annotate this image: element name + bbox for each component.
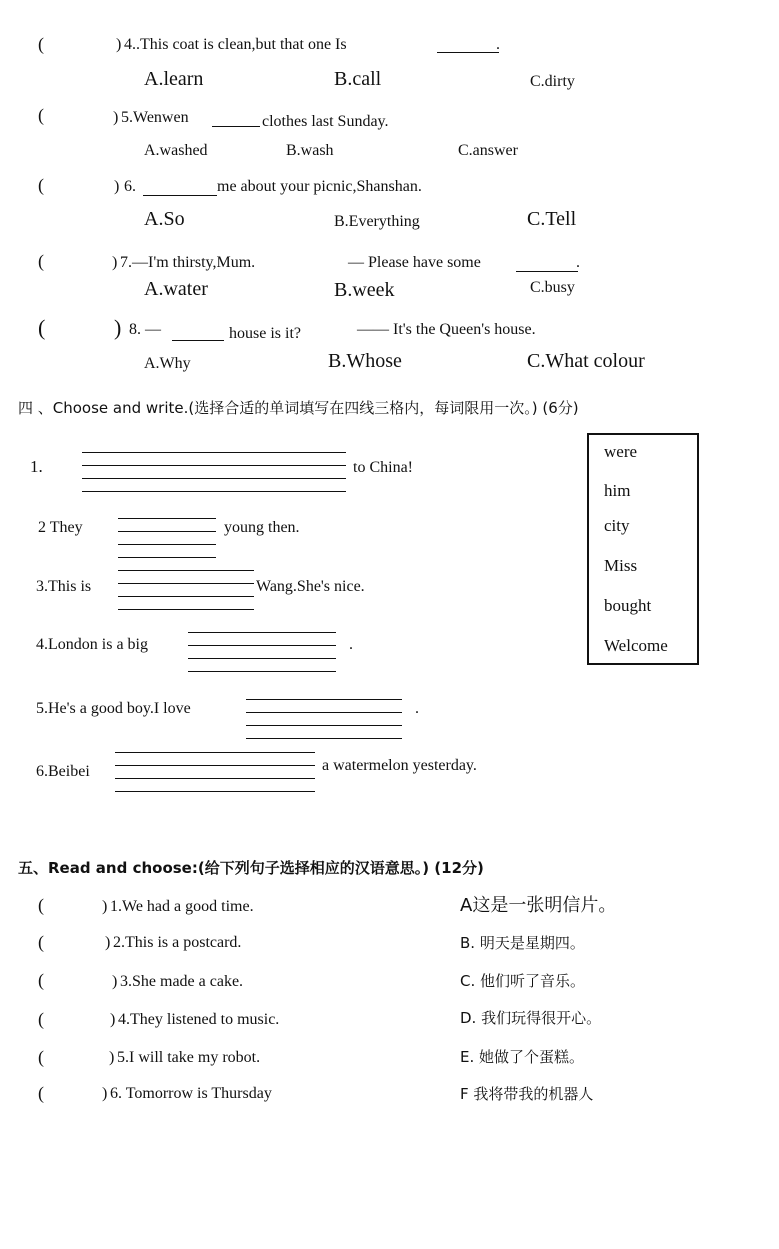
english-sentence: 6. Tomorrow is Thursday — [110, 1085, 272, 1102]
word-bank-word: him — [604, 481, 631, 500]
chinese-meaning: C. 他们听了音乐。 — [460, 972, 586, 990]
chinese-meaning: E. 她做了个蛋糕。 — [460, 1048, 585, 1066]
option-b: B.week — [334, 279, 395, 301]
word-bank-word: were — [604, 442, 638, 461]
answer-paren-open[interactable]: ( — [38, 970, 44, 990]
option-b: B.Whose — [328, 350, 402, 372]
chinese-meaning: D. 我们玩得很开心。 — [460, 1009, 602, 1027]
option-b: B.call — [334, 68, 382, 90]
chinese-meaning: A这是一张明信片。 — [460, 895, 617, 916]
option-b: B.Everything — [334, 213, 420, 230]
option-b: B.wash — [286, 142, 334, 159]
section-5-heading: 五、Read and choose:(给下列句子选择相应的汉语意思。) (12分) — [18, 859, 484, 877]
word-bank-word: Welcome — [604, 636, 668, 655]
answer-paren-close: ) — [102, 1085, 108, 1102]
question-stem: 4..This coat is clean,but that one Is — [124, 36, 347, 53]
answer-paren-close: ) — [109, 1049, 115, 1066]
option-a: A.learn — [144, 68, 204, 90]
answer-paren-open[interactable]: ( — [38, 895, 44, 915]
question-stem: me about your picnic,Shanshan. — [217, 178, 422, 195]
option-a: A.Why — [144, 355, 191, 372]
question-stem: 5.Wenwen — [121, 109, 189, 126]
answer-paren-close: ) — [114, 315, 122, 340]
answer-paren-close: ) — [102, 898, 108, 915]
chinese-meaning: B. 明天是星期四。 — [460, 934, 585, 952]
fill-blank[interactable] — [516, 257, 578, 272]
option-c: C.Tell — [527, 208, 577, 230]
answer-paren-open[interactable]: ( — [38, 175, 44, 195]
section-4-heading: 四 、Choose and write.(选择合适的单词填写在四线三格内，每词限用一次。) (6分) — [18, 399, 579, 417]
answer-paren-close: ) — [105, 934, 111, 951]
english-sentence: 4.They listened to music. — [118, 1011, 280, 1028]
answer-paren-close: ) — [110, 1011, 116, 1028]
item-text-after: young then. — [224, 519, 300, 536]
answer-paren-close: ) — [116, 36, 122, 53]
question-stem-rest: clothes last Sunday. — [262, 113, 389, 130]
item-text-after: to China! — [353, 459, 413, 476]
item-number: 5.He's a good boy.I love — [36, 700, 191, 717]
item-number: 6.Beibei — [36, 763, 90, 780]
option-c: C.What colour — [527, 350, 645, 372]
fill-blank[interactable] — [437, 38, 499, 53]
english-sentence: 3.She made a cake. — [120, 973, 244, 990]
english-sentence: 1.We had a good time. — [110, 898, 254, 915]
option-a: A.So — [144, 208, 185, 230]
answer-paren-open[interactable]: ( — [38, 1083, 44, 1103]
question-num: 6. — [124, 178, 136, 195]
answer-paren-open[interactable]: ( — [38, 315, 46, 340]
word-bank-word: Miss — [604, 556, 638, 575]
answer-paren-close: ) — [114, 178, 120, 195]
item-text-after: . — [349, 636, 353, 653]
answer-paren-open[interactable]: ( — [38, 105, 44, 125]
item-number: 1. — [30, 457, 43, 476]
item-number: 4.London is a big — [36, 636, 148, 653]
answer-paren-close: ) — [112, 973, 118, 990]
fill-blank[interactable] — [212, 112, 260, 127]
question-stem: 7.—I'm thirsty,Mum. — [120, 254, 256, 271]
english-sentence: 5.I will take my robot. — [117, 1049, 261, 1066]
item-text-after: Wang.She's nice. — [256, 578, 365, 595]
answer-paren-close: ) — [113, 109, 119, 126]
answer-paren-open[interactable]: ( — [38, 1047, 44, 1067]
stem-end: . — [496, 36, 500, 53]
item-text-after: . — [415, 700, 419, 717]
item-number: 3.This is — [36, 578, 92, 595]
chinese-meaning: F 我将带我的机器人 — [460, 1085, 594, 1103]
option-c: C.busy — [530, 279, 575, 296]
question-reply: —— It's the Queen's house. — [357, 321, 536, 338]
option-a: A.water — [144, 278, 208, 300]
english-sentence: 2.This is a postcard. — [113, 934, 242, 951]
word-bank-word: bought — [604, 596, 652, 615]
answer-paren-open[interactable]: ( — [38, 1009, 44, 1029]
word-bank-box — [587, 433, 699, 665]
word-bank-word: city — [604, 516, 630, 535]
fill-blank[interactable] — [172, 326, 224, 341]
question-reply: — Please have some — [348, 254, 481, 271]
answer-paren-open[interactable]: ( — [38, 251, 44, 271]
answer-paren-open[interactable]: ( — [38, 34, 44, 54]
answer-paren-open[interactable]: ( — [38, 932, 44, 952]
option-a: A.washed — [144, 142, 208, 159]
option-c: C.dirty — [530, 73, 575, 90]
option-c: C.answer — [458, 142, 518, 159]
question-num: 8. — — [129, 321, 161, 338]
fill-blank[interactable] — [143, 181, 217, 196]
stem-end: . — [576, 254, 580, 271]
question-stem: house is it? — [229, 325, 301, 342]
answer-paren-close: ) — [112, 254, 118, 271]
item-text-after: a watermelon yesterday. — [322, 757, 477, 774]
item-number: 2 They — [38, 519, 83, 536]
